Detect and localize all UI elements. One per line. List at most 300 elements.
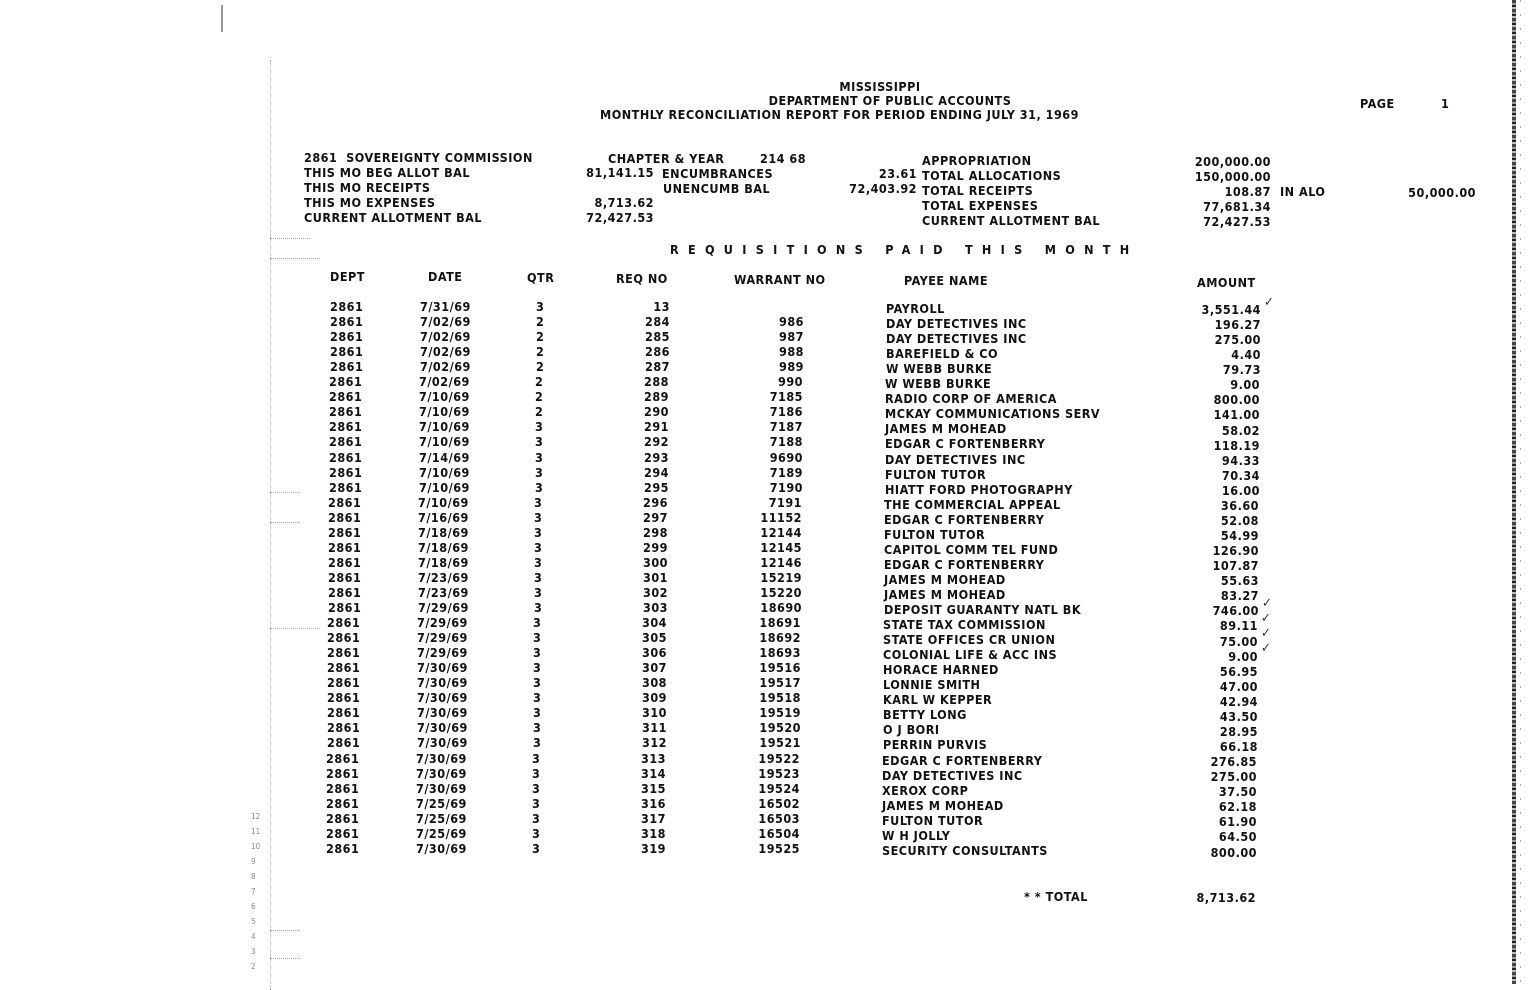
cell-req-no: 296 — [643, 494, 668, 510]
cell-amount: 36.60 — [1220, 497, 1259, 513]
cell-dept: 2861 — [328, 539, 362, 555]
cell-req-no: 313 — [641, 750, 666, 766]
cell-payee-name: DAY DETECTIVES INC — [882, 767, 1023, 783]
cell-warrant-no: 11152 — [760, 509, 802, 525]
cell-warrant-no: 12144 — [760, 524, 802, 540]
unencumb-value: 72,403.92 — [849, 181, 917, 196]
cell-payee-name: W WEBB BURKE — [885, 376, 992, 392]
cell-warrant-no: 19522 — [758, 750, 800, 766]
cell-amount: 800.00 — [1210, 844, 1257, 860]
cell-qtr: 3 — [534, 494, 543, 510]
cell-amount: 52.08 — [1220, 512, 1259, 528]
cell-date: 7/10/69 — [418, 494, 469, 510]
cell-req-no: 315 — [641, 780, 666, 796]
check-mark-icon: ✓ — [1261, 641, 1272, 657]
cell-payee-name: BETTY LONG — [883, 707, 967, 723]
cell-req-no: 302 — [643, 584, 668, 600]
cell-dept: 2861 — [327, 720, 361, 736]
total-expenses-value: 77,681.34 — [1203, 199, 1271, 214]
cell-payee-name: LONNIE SMITH — [883, 677, 981, 693]
cell-qtr: 2 — [536, 344, 545, 360]
cell-req-no: 310 — [642, 705, 667, 721]
scan-artifact — [270, 238, 310, 239]
cell-qtr: 3 — [533, 690, 542, 706]
cell-dept: 2861 — [329, 419, 363, 435]
col-header-date: DATE — [428, 269, 463, 284]
cell-payee-name: CAPITOL COMM TEL FUND — [884, 541, 1059, 557]
cell-payee-name: DEPOSIT GUARANTY NATL BK — [884, 602, 1082, 617]
cell-dept: 2861 — [328, 494, 362, 510]
cell-qtr: 3 — [534, 584, 543, 600]
cell-date: 7/25/69 — [416, 810, 467, 826]
summary-beg-allot-value: 81,141.15 — [586, 165, 654, 180]
cell-payee-name: THE COMMERCIAL APPEAL — [884, 496, 1061, 512]
current-allot-bal-label: CURRENT ALLOTMENT BAL — [922, 213, 1101, 228]
cell-warrant-no: 18693 — [759, 645, 801, 661]
margin-number: 4 — [251, 932, 256, 941]
cell-payee-name: STATE OFFICES CR UNION — [883, 632, 1056, 648]
cell-payee-name: DAY DETECTIVES INC — [886, 331, 1027, 347]
cell-warrant-no: 7185 — [769, 389, 803, 405]
chapter-year-label: CHAPTER & YEAR — [608, 151, 725, 166]
cell-amount: 79.73 — [1222, 362, 1261, 378]
cell-date: 7/16/69 — [418, 509, 469, 525]
cell-amount: 4.40 — [1231, 347, 1261, 363]
cell-payee-name: BAREFIELD & CO — [886, 346, 999, 362]
scan-binding-edge-dots — [1520, 0, 1521, 984]
check-mark-icon: ✓ — [1261, 611, 1272, 627]
appropriation-label: APPROPRIATION — [922, 153, 1032, 168]
cell-payee-name: EDGAR C FORTENBERRY — [884, 511, 1045, 527]
cell-req-no: 294 — [644, 464, 669, 480]
cell-dept: 2861 — [327, 705, 361, 721]
cell-dept: 2861 — [326, 780, 360, 796]
col-header-amount: AMOUNT — [1197, 275, 1256, 290]
cell-dept: 2861 — [330, 314, 364, 330]
cell-warrant-no: 989 — [779, 359, 804, 375]
cell-req-no: 293 — [644, 449, 669, 465]
summary-current-allot-label: CURRENT ALLOTMENT BAL — [304, 210, 483, 225]
cell-payee-name: COLONIAL LIFE & ACC INS — [883, 647, 1058, 663]
cell-warrant-no: 19518 — [759, 690, 801, 706]
cell-date: 7/29/69 — [417, 615, 468, 631]
cell-amount: 58.02 — [1221, 422, 1260, 438]
cell-req-no: 292 — [644, 434, 669, 450]
cell-amount: 126.90 — [1212, 543, 1259, 559]
cell-amount: 56.95 — [1219, 663, 1258, 679]
cell-date: 7/25/69 — [416, 795, 467, 811]
cell-dept: 2861 — [326, 765, 360, 781]
total-allocations-value: 150,000.00 — [1194, 169, 1271, 184]
summary-dept-name: 2861 SOVEREIGNTY COMMISSION — [304, 150, 533, 165]
cell-date: 7/23/69 — [418, 569, 469, 585]
col-header-warrant-no: WARRANT NO — [734, 272, 826, 287]
cell-req-no: 298 — [643, 524, 668, 540]
cell-amount: 275.00 — [1210, 769, 1257, 785]
summary-expenses-value: 8,713.62 — [594, 195, 654, 210]
cell-amount: 276.85 — [1210, 754, 1257, 770]
cell-qtr: 2 — [536, 359, 545, 375]
cell-req-no: 288 — [644, 374, 669, 390]
cell-warrant-no: 19523 — [758, 765, 800, 781]
header-state: MISSISSIPPI — [839, 79, 921, 94]
cell-qtr: 3 — [532, 810, 541, 826]
cell-date: 7/10/69 — [419, 389, 470, 405]
cell-amount: 800.00 — [1213, 392, 1260, 408]
cell-qtr: 3 — [532, 795, 541, 811]
cell-warrant-no: 986 — [779, 314, 804, 330]
cell-warrant-no: 18691 — [759, 615, 801, 631]
unencumb-label: UNENCUMB BAL — [663, 181, 771, 196]
cell-req-no: 319 — [641, 840, 666, 856]
cell-req-no: 312 — [642, 735, 667, 751]
col-header-dept: DEPT — [330, 269, 365, 284]
section-title: REQUISITIONS PAID THIS MONTH — [670, 242, 1139, 257]
cell-date: 7/30/69 — [417, 720, 468, 736]
cell-amount: 9.00 — [1228, 648, 1258, 664]
cell-qtr: 3 — [533, 735, 542, 751]
cell-qtr: 3 — [536, 299, 545, 314]
cell-amount: 16.00 — [1221, 482, 1260, 498]
scan-artifact-bar — [221, 5, 223, 32]
cell-payee-name: FULTON TUTOR — [885, 466, 987, 482]
cell-req-no: 308 — [642, 675, 667, 691]
cell-payee-name: RADIO CORP OF AMERICA — [885, 391, 1058, 407]
header-department: DEPARTMENT OF PUBLIC ACCOUNTS — [768, 93, 1012, 108]
cell-qtr: 3 — [534, 539, 543, 555]
cell-payee-name: EDGAR C FORTENBERRY — [884, 556, 1045, 572]
cell-req-no: 297 — [643, 509, 668, 525]
cell-req-no: 300 — [643, 554, 668, 570]
cell-dept: 2861 — [328, 584, 362, 600]
cell-qtr: 2 — [535, 374, 544, 390]
cell-amount: 118.19 — [1213, 437, 1260, 453]
report-title: MONTHLY RECONCILIATION REPORT FOR PERIOD ENDING JULY 31, 1969 — [600, 107, 1079, 122]
cell-dept: 2861 — [329, 404, 363, 420]
cell-dept: 2861 — [326, 825, 360, 841]
cell-date: 7/30/69 — [416, 765, 467, 781]
total-expenses-label: TOTAL EXPENSES — [922, 198, 1039, 213]
cell-payee-name: FULTON TUTOR — [884, 526, 986, 542]
cell-warrant-no: 19524 — [758, 780, 800, 796]
cell-warrant-no: 990 — [778, 374, 803, 390]
cell-dept: 2861 — [327, 660, 361, 676]
scan-artifact — [270, 930, 300, 931]
cell-dept: 2861 — [328, 554, 362, 570]
cell-qtr: 3 — [533, 705, 542, 721]
margin-number: 5 — [251, 917, 256, 926]
cell-amount: 70.34 — [1221, 467, 1260, 483]
cell-dept: 2861 — [329, 434, 363, 450]
cell-qtr: 3 — [534, 509, 543, 525]
cell-warrant-no: 12145 — [760, 539, 802, 555]
cell-date: 7/10/69 — [419, 404, 470, 420]
col-header-req-no: REQ NO — [616, 271, 668, 286]
cell-req-no: 290 — [644, 404, 669, 420]
cell-warrant-no: 18690 — [760, 600, 802, 615]
cell-amount: 66.18 — [1219, 739, 1258, 755]
cell-dept: 2861 — [327, 675, 361, 691]
margin-number: 7 — [251, 887, 256, 896]
cell-payee-name: O J BORI — [883, 722, 940, 738]
cell-payee-name: MCKAY COMMUNICATIONS SERV — [885, 406, 1101, 422]
cell-date: 7/30/69 — [416, 840, 467, 856]
check-mark-icon: ✓ — [1262, 596, 1273, 611]
cell-dept: 2861 — [326, 840, 360, 856]
cell-dept: 2861 — [326, 750, 360, 766]
cell-warrant-no: 12146 — [760, 554, 802, 570]
cell-dept: 2861 — [326, 795, 360, 811]
cell-warrant-no: 7187 — [769, 419, 803, 435]
cell-qtr: 2 — [535, 389, 544, 405]
margin-number: 12 — [251, 812, 261, 821]
cell-amount: 141.00 — [1213, 407, 1260, 423]
cell-dept: 2861 — [329, 389, 363, 405]
cell-date: 7/02/69 — [419, 374, 470, 390]
cell-date: 7/10/69 — [419, 479, 470, 495]
margin-number: 11 — [251, 827, 261, 836]
cell-payee-name: DAY DETECTIVES INC — [885, 451, 1026, 467]
cell-dept: 2861 — [329, 449, 363, 465]
cell-date: 7/02/69 — [420, 344, 471, 360]
cell-date: 7/02/69 — [420, 314, 471, 330]
cell-dept: 2861 — [329, 464, 363, 480]
cell-amount: 3,551.44 — [1201, 302, 1261, 317]
cell-amount: 43.50 — [1219, 708, 1258, 724]
total-receipts-label: TOTAL RECEIPTS — [922, 183, 1034, 198]
cell-warrant-no: 7186 — [769, 404, 803, 420]
col-header-payee-name: PAYEE NAME — [904, 273, 989, 288]
margin-number: 8 — [251, 872, 256, 881]
total-value: 8,713.62 — [1196, 890, 1256, 905]
check-mark-icon: ✓ — [1261, 626, 1272, 642]
cell-warrant-no: 19520 — [759, 720, 801, 736]
scan-artifact — [270, 258, 320, 259]
cell-qtr: 3 — [535, 479, 544, 495]
col-header-qtr: QTR — [527, 270, 555, 285]
cell-warrant-no: 19519 — [759, 705, 801, 721]
cell-payee-name: W WEBB BURKE — [886, 361, 993, 377]
cell-payee-name: JAMES M MOHEAD — [884, 586, 1006, 602]
cell-qtr: 3 — [533, 660, 542, 676]
cell-qtr: 2 — [536, 329, 545, 345]
cell-amount: 196.27 — [1214, 317, 1261, 333]
cell-date: 7/18/69 — [418, 554, 469, 570]
cell-dept: 2861 — [330, 299, 364, 314]
cell-date: 7/23/69 — [418, 584, 469, 600]
cell-req-no: 311 — [642, 720, 667, 736]
summary-beg-allot-label: THIS MO BEG ALLOT BAL — [304, 165, 471, 180]
cell-dept: 2861 — [328, 524, 362, 540]
scan-artifact — [270, 958, 300, 959]
cell-qtr: 3 — [534, 524, 543, 540]
cell-date: 7/10/69 — [419, 464, 470, 480]
cell-date: 7/14/69 — [419, 449, 470, 465]
cell-req-no: 306 — [642, 645, 667, 661]
scan-binding-edge — [1512, 0, 1516, 984]
in-alo-label: IN ALO — [1280, 184, 1326, 199]
cell-req-no: 286 — [645, 344, 670, 360]
margin-number: 10 — [251, 842, 261, 851]
page-number: 1 — [1441, 96, 1450, 111]
cell-dept: 2861 — [327, 615, 361, 631]
cell-date: 7/30/69 — [416, 750, 467, 766]
cell-dept: 2861 — [328, 569, 362, 585]
cell-warrant-no: 16502 — [758, 795, 800, 811]
margin-number: 3 — [251, 947, 256, 956]
margin-number: 9 — [251, 857, 256, 866]
cell-qtr: 3 — [535, 434, 544, 450]
cell-qtr: 3 — [534, 600, 543, 615]
cell-payee-name: KARL W KEPPER — [883, 692, 993, 708]
cell-qtr: 3 — [535, 449, 544, 465]
cell-date: 7/02/69 — [420, 329, 471, 345]
cell-dept: 2861 — [328, 600, 362, 615]
cell-req-no: 314 — [641, 765, 666, 781]
cell-date: 7/30/69 — [417, 735, 468, 751]
cell-req-no: 291 — [644, 419, 669, 435]
cell-req-no: 301 — [643, 569, 668, 585]
cell-payee-name: DAY DETECTIVES INC — [886, 316, 1027, 332]
cell-dept: 2861 — [326, 810, 360, 826]
cell-req-no: 289 — [644, 389, 669, 405]
cell-date: 7/30/69 — [417, 705, 468, 721]
cell-warrant-no: 7191 — [768, 494, 802, 510]
cell-warrant-no: 9690 — [769, 449, 803, 465]
cell-dept: 2861 — [327, 735, 361, 751]
cell-payee-name: PAYROLL — [886, 301, 945, 316]
cell-warrant-no: 987 — [779, 329, 804, 345]
cell-warrant-no: 19525 — [758, 840, 800, 856]
appropriation-value: 200,000.00 — [1194, 154, 1271, 169]
cell-warrant-no: 19516 — [759, 660, 801, 676]
cell-req-no: 295 — [644, 479, 669, 495]
cell-date: 7/02/69 — [420, 359, 471, 375]
cell-qtr: 3 — [533, 720, 542, 736]
cell-warrant-no: 19521 — [759, 735, 801, 751]
cell-warrant-no: 988 — [779, 344, 804, 360]
cell-qtr: 3 — [533, 645, 542, 661]
cell-qtr: 2 — [535, 404, 544, 420]
cell-warrant-no: 15220 — [760, 584, 802, 600]
cell-dept: 2861 — [328, 509, 362, 525]
cell-qtr: 3 — [532, 780, 541, 796]
cell-req-no: 299 — [643, 539, 668, 555]
scan-margin-line — [270, 60, 271, 990]
cell-date: 7/31/69 — [420, 299, 471, 314]
total-receipts-value: 108.87 — [1224, 184, 1271, 199]
encumbrances-value: 23.61 — [878, 166, 917, 181]
margin-number: 6 — [251, 902, 256, 911]
cell-amount: 75.00 — [1219, 633, 1258, 649]
cell-warrant-no: 18692 — [759, 630, 801, 646]
cell-req-no: 318 — [641, 825, 666, 841]
cell-amount: 9.00 — [1230, 377, 1260, 393]
cell-payee-name: EDGAR C FORTENBERRY — [885, 436, 1046, 452]
cell-amount: 89.11 — [1219, 618, 1258, 634]
cell-date: 7/10/69 — [419, 419, 470, 435]
cell-date: 7/30/69 — [417, 675, 468, 691]
cell-payee-name: SECURITY CONSULTANTS — [882, 842, 1048, 858]
scan-artifact — [270, 628, 320, 629]
cell-warrant-no: 16503 — [758, 810, 800, 826]
cell-payee-name: JAMES M MOHEAD — [884, 571, 1006, 587]
cell-req-no: 287 — [645, 359, 670, 375]
cell-amount: 275.00 — [1214, 332, 1261, 348]
cell-req-no: 284 — [645, 314, 670, 330]
cell-amount: 64.50 — [1218, 829, 1257, 845]
cell-req-no: 316 — [641, 795, 666, 811]
cell-amount: 54.99 — [1220, 528, 1259, 544]
cell-req-no: 303 — [643, 600, 668, 615]
summary-expenses-label: THIS MO EXPENSES — [304, 195, 436, 210]
chapter-year-value: 214 68 — [760, 151, 807, 166]
cell-payee-name: W H JOLLY — [882, 827, 951, 843]
cell-qtr: 3 — [532, 840, 541, 856]
cell-dept: 2861 — [327, 690, 361, 706]
cell-dept: 2861 — [329, 479, 363, 495]
cell-qtr: 3 — [532, 825, 541, 841]
cell-date: 7/30/69 — [417, 690, 468, 706]
cell-qtr: 3 — [533, 630, 542, 646]
cell-amount: 42.94 — [1219, 693, 1258, 709]
cell-payee-name: HIATT FORD PHOTOGRAPHY — [885, 481, 1073, 497]
check-mark-icon: ✓ — [1264, 295, 1275, 310]
total-label: * * TOTAL — [1024, 889, 1088, 904]
cell-req-no: 285 — [645, 329, 670, 345]
cell-payee-name: PERRIN PURVIS — [883, 737, 988, 753]
cell-amount: 28.95 — [1219, 723, 1258, 739]
cell-amount: 94.33 — [1221, 452, 1260, 468]
scan-artifact — [270, 492, 300, 493]
cell-amount: 107.87 — [1212, 558, 1259, 574]
cell-amount: 62.18 — [1218, 799, 1257, 815]
cell-date: 7/25/69 — [416, 825, 467, 841]
cell-qtr: 3 — [535, 419, 544, 435]
cell-warrant-no: 16504 — [758, 825, 800, 841]
encumbrances-label: ENCUMBRANCES — [662, 166, 774, 181]
cell-qtr: 2 — [536, 314, 545, 330]
cell-dept: 2861 — [327, 630, 361, 646]
in-alo-value: 50,000.00 — [1408, 185, 1476, 200]
cell-payee-name: FULTON TUTOR — [882, 812, 984, 828]
cell-amount: 55.63 — [1220, 573, 1259, 589]
cell-warrant-no: 19517 — [759, 675, 801, 691]
cell-payee-name: STATE TAX COMMISSION — [883, 617, 1046, 633]
cell-payee-name: JAMES M MOHEAD — [885, 421, 1007, 437]
cell-amount: 37.50 — [1218, 784, 1257, 800]
cell-dept: 2861 — [330, 329, 364, 345]
cell-date: 7/18/69 — [418, 524, 469, 540]
cell-amount: 746.00 — [1212, 603, 1259, 619]
summary-receipts-label: THIS MO RECEIPTS — [304, 180, 431, 195]
cell-payee-name: XEROX CORP — [882, 782, 969, 798]
cell-warrant-no: 7189 — [769, 464, 803, 480]
cell-date: 7/30/69 — [417, 660, 468, 676]
cell-amount: 47.00 — [1219, 678, 1258, 694]
cell-dept: 2861 — [330, 359, 364, 375]
cell-dept: 2861 — [327, 645, 361, 661]
scan-artifact — [270, 522, 300, 523]
total-allocations-label: TOTAL ALLOCATIONS — [922, 168, 1062, 183]
cell-date: 7/29/69 — [418, 600, 469, 615]
cell-qtr: 3 — [535, 464, 544, 480]
cell-qtr: 3 — [534, 554, 543, 570]
cell-warrant-no: 7190 — [769, 479, 803, 495]
cell-date: 7/29/69 — [417, 645, 468, 661]
cell-dept: 2861 — [330, 344, 364, 360]
cell-date: 7/29/69 — [417, 630, 468, 646]
